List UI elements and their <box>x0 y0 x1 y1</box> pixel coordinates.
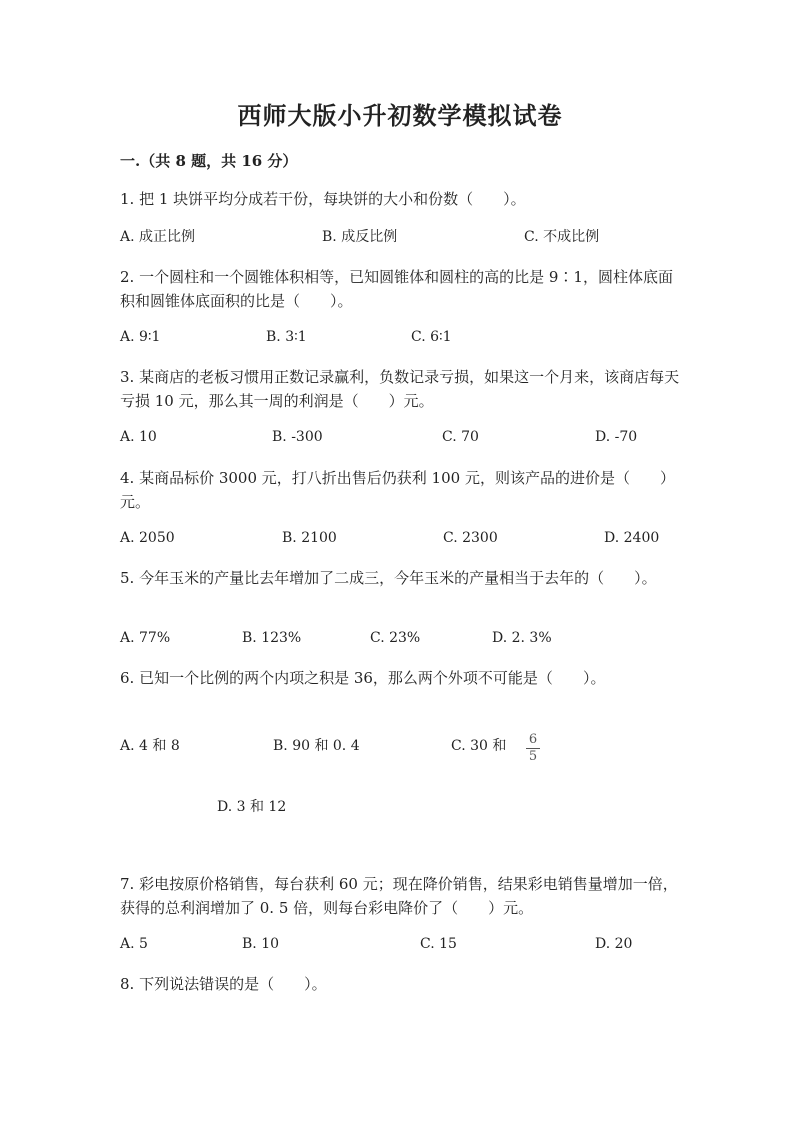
question-6-stem: 6. 已知一个比例的两个内项之积是 36，那么两个外项不可能是（ ）。 <box>120 669 606 687</box>
question-5-option-d: D. 2. 3% <box>492 630 552 646</box>
question-4-option-a: A. 2050 <box>120 530 175 546</box>
question-4-option-d: D. 2400 <box>604 530 660 546</box>
question-3-stem: 3. 某商店的老板习惯用正数记录赢利，负数记录亏损，如果这一个月来，该商店每天亏损 10 元，那么其一周的利润是（ ）元。 <box>120 368 680 410</box>
fraction-denominator: 5 <box>528 749 538 764</box>
question-7-option-a: A. 5 <box>120 936 148 952</box>
question-8-stem: 8. 下列说法错误的是（ ）。 <box>120 975 327 993</box>
question-6-option-d: D. 3 和 12 <box>217 799 287 815</box>
fraction-six-fifths <box>526 733 540 764</box>
question-5-option-b: B. 123% <box>242 630 302 646</box>
question-2-option-b: B. 3∶1 <box>266 329 307 345</box>
question-7-option-d: D. 20 <box>595 936 633 952</box>
question-3-option-b: B. -300 <box>272 429 323 445</box>
question-7-option-c: C. 15 <box>420 936 457 952</box>
question-1-stem: 1. 把 1 块饼平均分成若干份，每块饼的大小和份数（ ）。 <box>120 190 526 208</box>
question-7-stem: 7. 彩电按原价格销售，每台获利 60 元；现在降价销售，结果彩电销售量增加一倍，获得的总利润增加了 0. 5 倍，则每台彩电降价了（ ）元。 <box>120 875 678 917</box>
question-1-option-b: B. 成反比例 <box>322 229 398 245</box>
question-4-stem: 4. 某商品标价 3000 元，打八折出售后仍获利 100 元，则该产品的进价是（ ）元。 <box>120 469 675 511</box>
page-title: 西师大版小升初数学模拟试卷 <box>237 101 563 130</box>
question-6-option-b: B. 90 和 0. 4 <box>273 738 360 754</box>
question-5-option-c: C. 23% <box>370 630 421 646</box>
question-2-stem: 2. 一个圆柱和一个圆锥体积相等，已知圆锥体和圆柱的高的比是 9∶1，圆柱体底面积和圆锥体底面积的比是（ ）。 <box>120 268 673 310</box>
question-5-option-a: A. 77% <box>120 630 171 646</box>
section-header: 一.（共 8 题，共 16 分） <box>120 152 298 170</box>
question-2-option-a: A. 9∶1 <box>120 329 161 345</box>
question-2-option-c: C. 6∶1 <box>411 329 452 345</box>
question-3-option-d: D. -70 <box>595 429 638 445</box>
question-3-option-a: A. 10 <box>120 429 157 445</box>
question-4-option-c: C. 2300 <box>443 530 498 546</box>
fraction-numerator: 6 <box>528 732 538 747</box>
question-3-option-c: C. 70 <box>442 429 479 445</box>
question-6-option-c: C. 30 和 <box>451 738 507 754</box>
question-1-option-c: C. 不成比例 <box>524 229 600 245</box>
question-4-option-b: B. 2100 <box>282 530 337 546</box>
question-1-option-a: A. 成正比例 <box>120 229 196 245</box>
question-5-stem: 5. 今年玉米的产量比去年增加了二成三，今年玉米的产量相当于去年的（ ）。 <box>120 569 657 587</box>
question-7-option-b: B. 10 <box>242 936 280 952</box>
question-6-option-a: A. 4 和 8 <box>120 738 180 754</box>
